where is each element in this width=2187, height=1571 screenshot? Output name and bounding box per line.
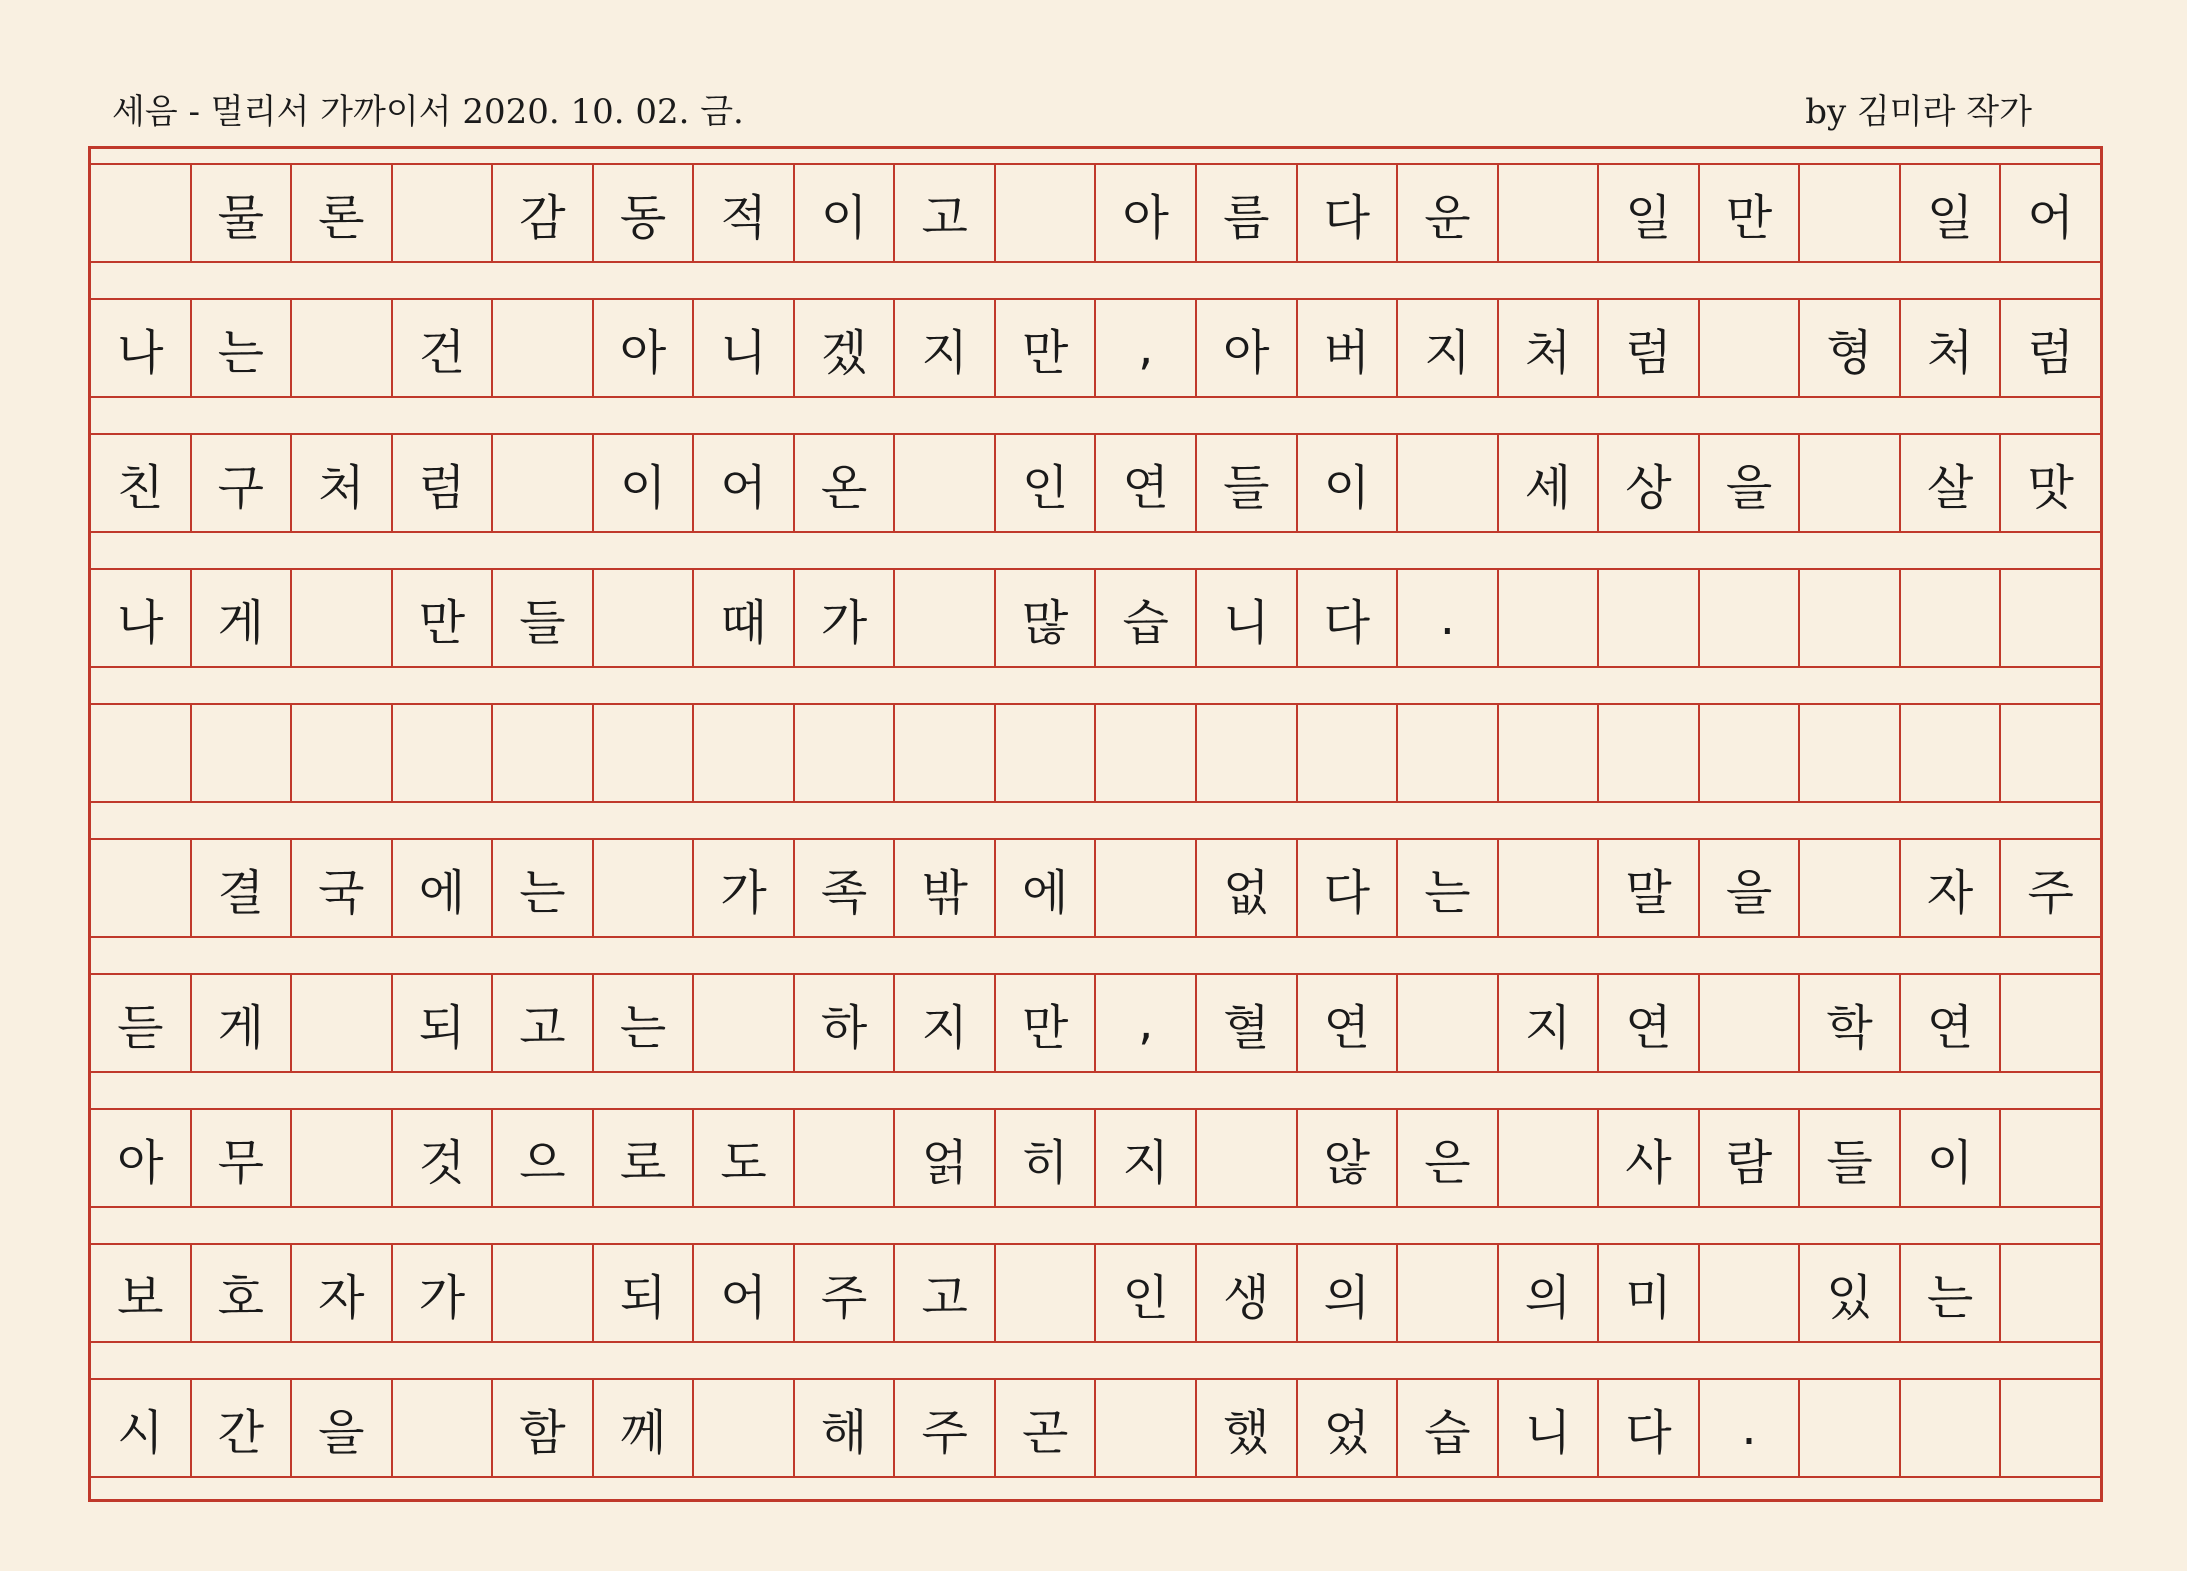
grid-row [91,433,2100,533]
grid-cell: 에 [996,840,1097,936]
grid-cell: 학 [1800,975,1901,1071]
grid-cell [1700,300,1801,396]
grid-cell: 럼 [1599,300,1700,396]
grid-cell: 로 [594,1110,695,1206]
grid-cell: 되 [594,1245,695,1341]
grid-cell: 고 [895,165,996,261]
grid-cell [91,840,192,936]
grid-cell: 없 [1197,840,1298,936]
grid-cell [2001,570,2100,666]
grid-cell: 연 [1298,975,1399,1071]
grid-cell: 않 [1298,1110,1399,1206]
author-credit: by 김미라 작가 [1805,92,2032,132]
grid-cell: 은 [1398,1110,1499,1206]
grid-cell [292,300,393,396]
grid-cell [1700,1245,1801,1341]
grid-cell [2001,1380,2100,1476]
grid-cell: 인 [996,435,1097,531]
grid-cell: 생 [1197,1245,1298,1341]
grid-cell: 것 [393,1110,494,1206]
grid-cell: 미 [1599,1245,1700,1341]
grid-cell: 처 [292,435,393,531]
grid-cell [594,570,695,666]
grid-cell: 들 [1800,1110,1901,1206]
grid-cell: 다 [1298,840,1399,936]
grid-cell: 동 [594,165,695,261]
grid-cell [1901,570,2002,666]
grid-cell: 때 [694,570,795,666]
grid-cell: 구 [192,435,293,531]
grid-cell: 했 [1197,1380,1298,1476]
grid-cell [91,165,192,261]
grid-cell: 도 [694,1110,795,1206]
grid-cell: 지 [895,300,996,396]
grid-cell [493,435,594,531]
grid-row [91,703,2100,803]
grid-cell: 주 [895,1380,996,1476]
grid-cell: 름 [1197,165,1298,261]
grid-cell: 아 [1197,300,1298,396]
grid-cell: 론 [292,165,393,261]
grid-cell [1700,975,1801,1071]
grid-cell: 자 [292,1245,393,1341]
grid-cell: 다 [1298,165,1399,261]
grid-cell: 을 [292,1380,393,1476]
grid-cell: 감 [493,165,594,261]
grid-cell: 가 [795,570,896,666]
grid-cell [292,705,393,801]
grid-cell: 이 [594,435,695,531]
grid-cell: 의 [1298,1245,1399,1341]
grid-cell: 처 [1901,300,2002,396]
grid-cell: 물 [192,165,293,261]
grid-cell: 습 [1096,570,1197,666]
grid-cell [1901,705,2002,801]
grid-cell: 이 [795,165,896,261]
grid-cell: 온 [795,435,896,531]
grid-cell [1197,705,1298,801]
grid-cell: 연 [1599,975,1700,1071]
grid-cell: 의 [1499,1245,1600,1341]
grid-cell [2001,1110,2100,1206]
grid-cell: 연 [1096,435,1197,531]
manuscript-grid [88,146,2103,1502]
grid-cell: 만 [1700,165,1801,261]
grid-cell [694,1380,795,1476]
grid-cell: . [1398,570,1499,666]
grid-cell [1599,570,1700,666]
grid-cell: 는 [1901,1245,2002,1341]
grid-cell [1599,705,1700,801]
grid-cell [292,975,393,1071]
grid-cell: 있 [1800,1245,1901,1341]
grid-cell: 나 [91,570,192,666]
grid-cell: 니 [694,300,795,396]
grid-cell [2001,705,2100,801]
grid-cell: 아 [1096,165,1197,261]
grid-cell: 는 [192,300,293,396]
grid-cell: 인 [1096,1245,1197,1341]
grid-cell: 어 [694,1245,795,1341]
grid-cell [895,705,996,801]
grid-cell: 얽 [895,1110,996,1206]
grid-cell: 니 [1197,570,1298,666]
grid-cell: 주 [2027,864,2074,921]
grid-cell [1800,165,1901,261]
grid-cell [2001,1245,2100,1341]
grid-cell [1700,570,1801,666]
grid-cell: 지 [895,975,996,1071]
grid-cell: 게 [192,975,293,1071]
grid-cell [1700,705,1801,801]
grid-cell: 처 [1499,300,1600,396]
grid-cell: 다 [1599,1380,1700,1476]
grid-cell [1499,165,1600,261]
grid-cell [1096,1380,1197,1476]
grid-cell: 일 [1599,165,1700,261]
grid-cell: 가 [393,1245,494,1341]
grid-cell [795,705,896,801]
grid-cell: 되 [393,975,494,1071]
grid-cell: 는 [594,975,695,1071]
grid-cell [1800,435,1901,531]
grid-cell [493,1245,594,1341]
grid-cell: 보 [91,1245,192,1341]
grid-row [91,838,2100,938]
grid-cell [2001,975,2100,1071]
grid-cell: 겠 [795,300,896,396]
grid-cell: 만 [393,570,494,666]
grid-cell: 운 [1398,165,1499,261]
grid-cell: 함 [493,1380,594,1476]
grid-cell: 고 [493,975,594,1071]
grid-cell: 고 [895,1245,996,1341]
grid-row [91,568,2100,668]
grid-cell [1499,705,1600,801]
grid-cell: 주 [795,1245,896,1341]
grid-row [91,1378,2100,1478]
grid-cell: 말 [1599,840,1700,936]
grid-cell: 는 [493,840,594,936]
grid-cell [1298,705,1399,801]
grid-cell: 혈 [1197,975,1298,1071]
grid-cell: 만 [996,300,1097,396]
grid-cell: 럼 [2027,324,2074,381]
grid-cell: 을 [1700,435,1801,531]
grid-cell [393,1380,494,1476]
grid-cell: 간 [192,1380,293,1476]
grid-row [91,973,2100,1073]
grid-cell [292,1110,393,1206]
grid-cell: 어 [2027,189,2074,246]
grid-row [91,298,2100,398]
grid-cell [91,705,192,801]
document-title: 세음 - 멀리서 가까이서 2020. 10. 02. 금. [112,92,744,132]
grid-cell: 아 [91,1110,192,1206]
grid-cell [895,435,996,531]
grid-cell: 족 [795,840,896,936]
grid-cell [594,840,695,936]
grid-cell: 사 [1599,1110,1700,1206]
grid-cell [1197,1110,1298,1206]
grid-cell: 으 [493,1110,594,1206]
grid-cell: 하 [795,975,896,1071]
grid-cell: 밖 [895,840,996,936]
grid-cell [1800,840,1901,936]
grid-cell: 국 [292,840,393,936]
grid-cell: 만 [996,975,1097,1071]
grid-cell: 을 [1700,840,1801,936]
grid-cell [393,165,494,261]
grid-cell [1398,435,1499,531]
grid-cell: 들 [1197,435,1298,531]
grid-cell [594,705,695,801]
grid-cell [1096,705,1197,801]
grid-row [91,1108,2100,1208]
grid-cell [795,1110,896,1206]
grid-cell: 세 [1499,435,1600,531]
grid-cell [1499,570,1600,666]
grid-cell: 해 [795,1380,896,1476]
grid-cell: 시 [91,1380,192,1476]
grid-cell: 습 [1398,1380,1499,1476]
grid-row [91,1243,2100,1343]
grid-cell [1398,705,1499,801]
grid-cell: 살 [1901,435,2002,531]
grid-cell [1800,570,1901,666]
grid-cell: 결 [192,840,293,936]
grid-cell: 히 [996,1110,1097,1206]
grid-cell: 상 [1599,435,1700,531]
grid-cell: 니 [1499,1380,1600,1476]
grid-cell [1800,1380,1901,1476]
grid-cell [1800,705,1901,801]
grid-cell [292,570,393,666]
grid-cell: 럼 [393,435,494,531]
grid-cell: 나 [91,300,192,396]
grid-cell [996,705,1097,801]
grid-cell [1398,1245,1499,1341]
grid-cell: 이 [1298,435,1399,531]
grid-cell [493,300,594,396]
grid-cell [996,165,1097,261]
grid-cell [1901,1380,2002,1476]
grid-cell: 호 [192,1245,293,1341]
grid-cell: 일 [1901,165,2002,261]
grid-cell: 아 [594,300,695,396]
grid-cell [493,705,594,801]
grid-cell: 건 [393,300,494,396]
grid-cell: 에 [393,840,494,936]
grid-cell [694,705,795,801]
grid-cell [1398,975,1499,1071]
grid-cell [1499,1110,1600,1206]
grid-cell: 어 [694,435,795,531]
grid-cell: 친 [91,435,192,531]
grid-cell: 무 [192,1110,293,1206]
grid-cell: 자 [1901,840,2002,936]
grid-cell: 지 [1096,1110,1197,1206]
grid-cell: . [1700,1380,1801,1476]
grid-cell: 었 [1298,1380,1399,1476]
grid-cell: 지 [1398,300,1499,396]
grid-cell: 람 [1700,1110,1801,1206]
grid-cell: 는 [1398,840,1499,936]
grid-cell [996,1245,1097,1341]
grid-cell: 곤 [996,1380,1097,1476]
grid-cell: 께 [594,1380,695,1476]
grid-cell: 연 [1901,975,2002,1071]
grid-cell: 듣 [91,975,192,1071]
grid-cell: 버 [1298,300,1399,396]
grid-cell: 적 [694,165,795,261]
grid-cell [1096,840,1197,936]
grid-cell [895,570,996,666]
grid-cell: 다 [1298,570,1399,666]
grid-cell: , [1096,300,1197,396]
grid-cell: 많 [996,570,1097,666]
grid-cell [393,705,494,801]
grid-cell: 들 [493,570,594,666]
grid-cell: , [1096,975,1197,1071]
grid-cell: 게 [192,570,293,666]
grid-cell [694,975,795,1071]
grid-cell: 이 [1901,1110,2002,1206]
grid-cell: 지 [1499,975,1600,1071]
grid-cell: 맛 [2027,459,2074,516]
grid-cell: 가 [694,840,795,936]
grid-row [91,163,2100,263]
grid-cell: 형 [1800,300,1901,396]
grid-cell [192,705,293,801]
grid-cell [1499,840,1600,936]
